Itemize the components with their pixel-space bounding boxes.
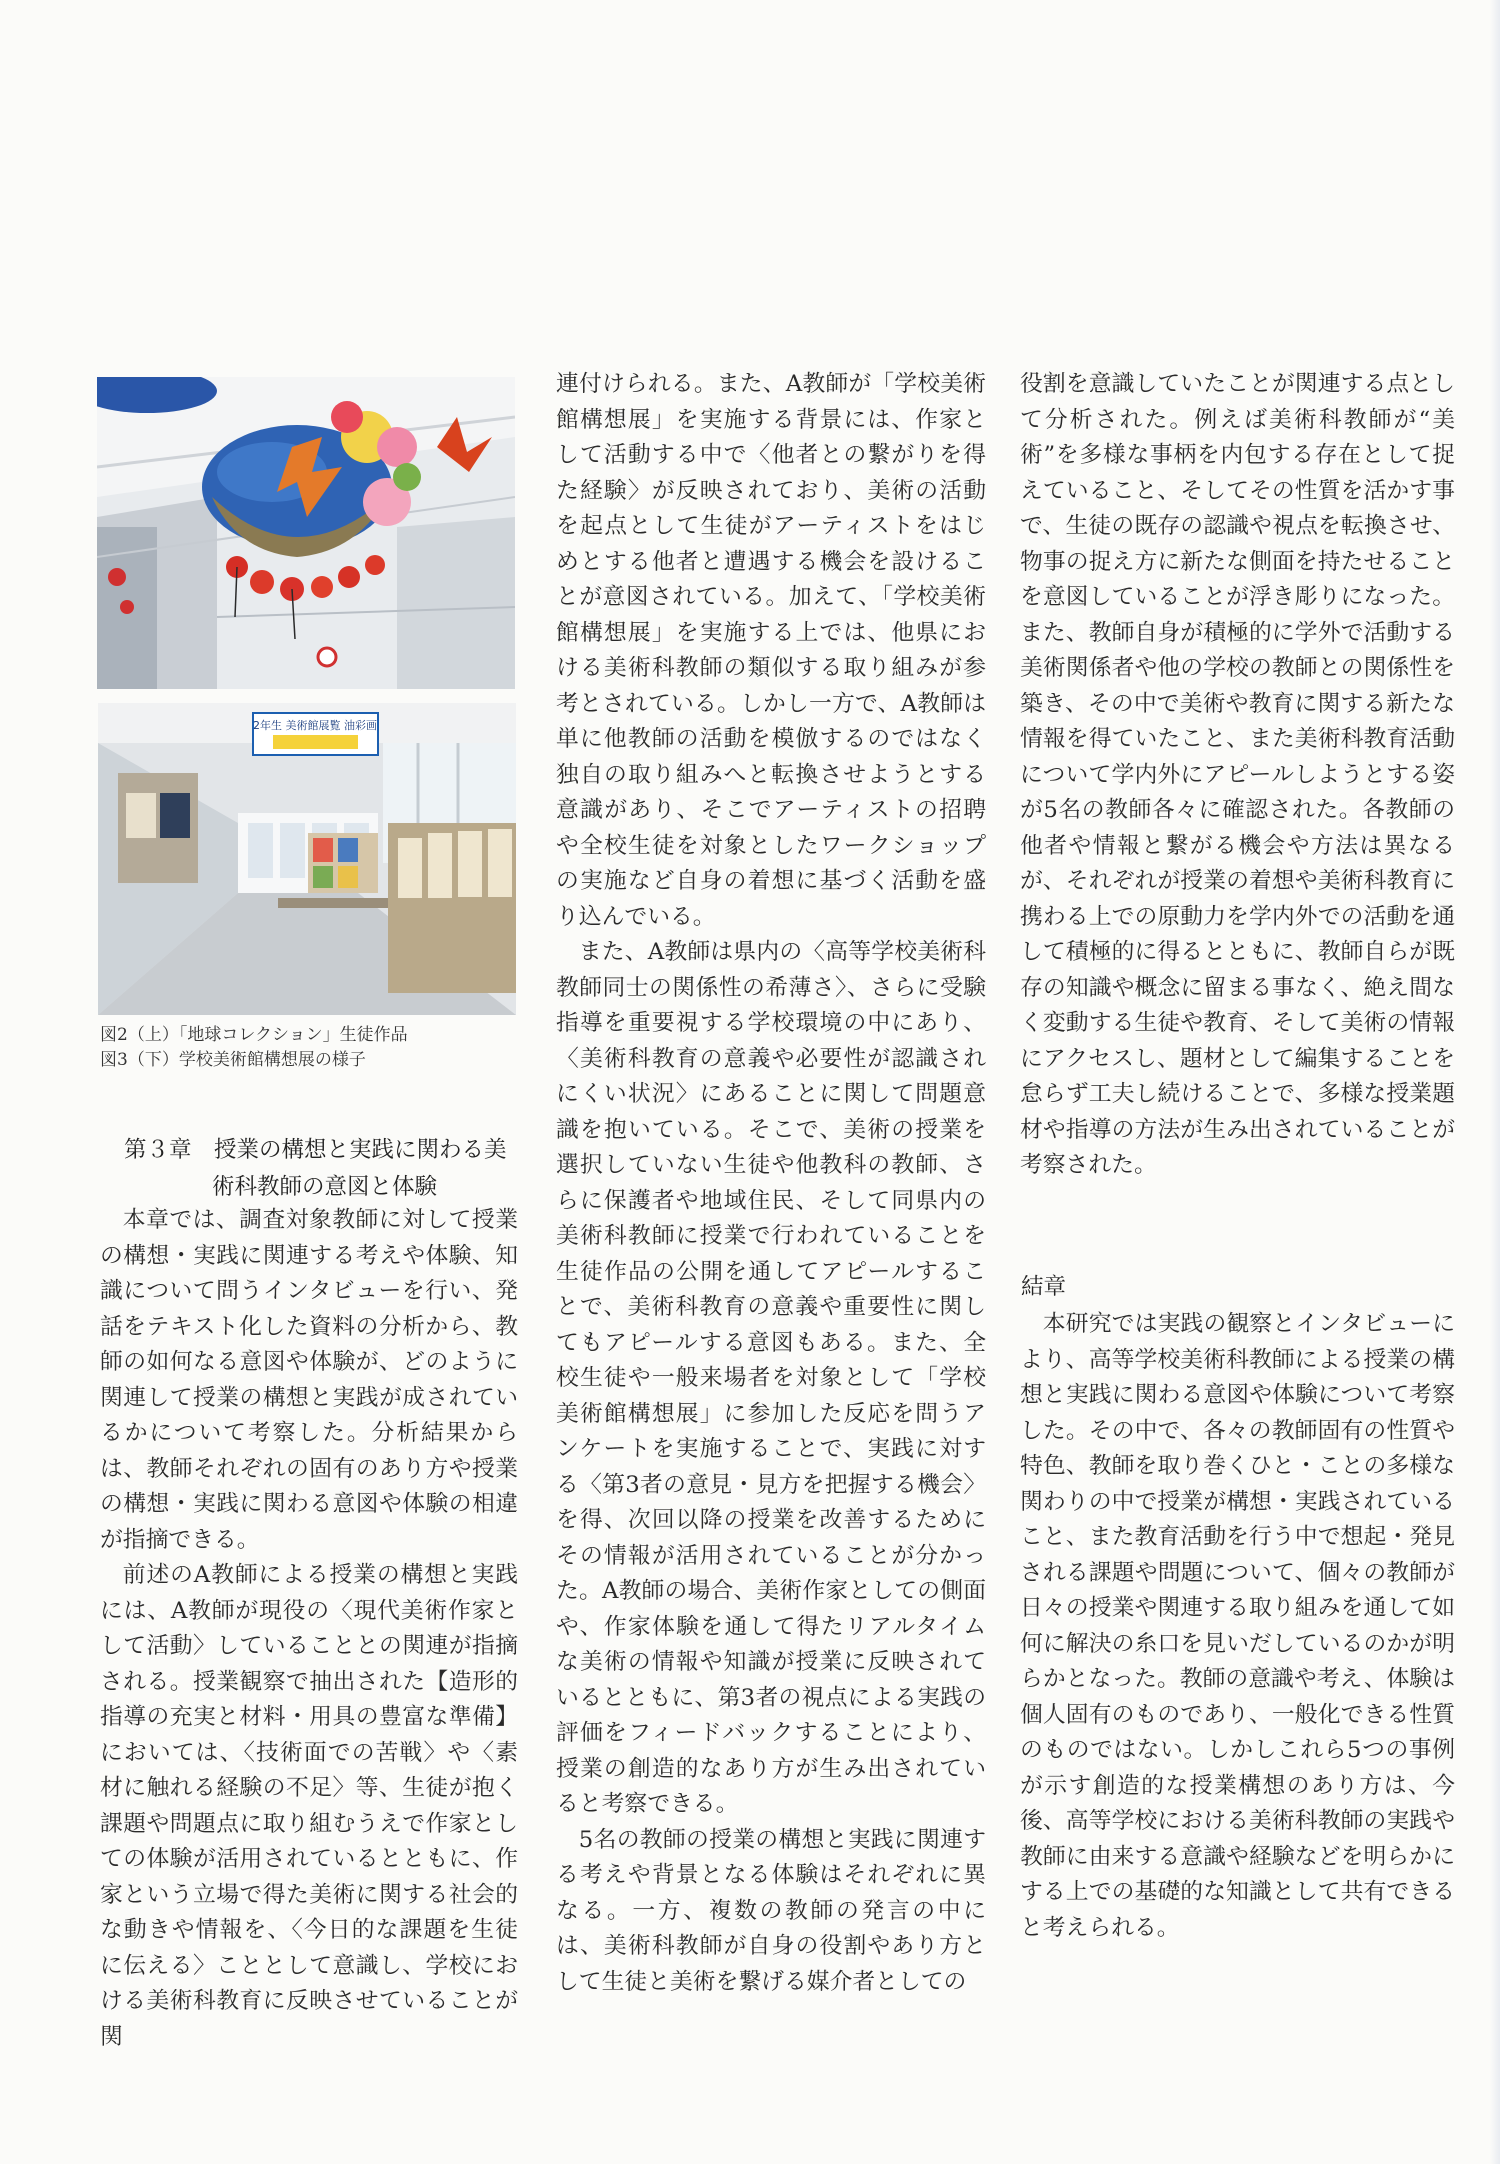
chapter-3-heading-line-2: 術科教師の意図と体験 xyxy=(212,1174,438,1200)
conclusion-text xyxy=(1020,1307,1455,1946)
conclusion-paragraph: 本研究では実践の観察とインタビューにより、高等学校美術科教師による授業の構想と実践に関わる意図や体験について考察した。その中で、各々の教師固有の性質や特色、教師を取り巻くひと・ことの多様な関わりの中で授業が構想・実践されていること、また教育活動を行う中で想起・発見される課題や問題について、個々の教師が日々の授業や関連する取り組みを通して如何に解決の糸口を見いだしているのかが明らかとなった。教師の意識や考え、体験は個人固有のものであり、一般化できる性質のものではない。しかしこれら5つの事例が示す創造的な授業構想のあり方は、今後、高等学校における美術科教師の実践や教師に由来する意識や経験などを明らかにする上での基礎的な知識として共有できると考えられる。 xyxy=(1020,1311,1455,1941)
figure-2-photo xyxy=(97,377,515,689)
chapter-3-paragraph-4: また、A教師は県内の〈高等学校美術科教師同士の関係性の希薄さ〉、さらに受験指導を重要視する学校環境の中にあり、〈美術科教育の意義や必要性が認識されにくい状況〉にあることに関して問題意識を抱いている。そこで、美術の授業を選択していない生徒や他教科の教師、さらに保護者や地域住民、そして同県内の美術科教師に授業で行われていることを生徒作品の公開を通してアピールすることで、美術科教育の意義や重要性に関してもアピールする意図もある。また、全校生徒や一般来場者を対象として「学校美術館構想展」に参加した反応を問うアンケートを実施することで、実践に対する〈第3者の意見・見方を把握する機会〉を得、次回以降の授業を改善するためにその情報が活用されていることが分かった。A教師の場合、美術作家としての側面や、作家体験を通して得たリアルタイムな美術の情報や知識が授業に反映されているとともに、第3者の視点による実践の評価をフィードバックすることにより、授業の創造的なあり方が生み出されていると考察できる。 xyxy=(556,939,986,1817)
left-column-text xyxy=(100,1203,518,2055)
chapter-3-paragraph-5: 5名の教師の授業の構想と実践に関連する考えや背景となる体験はそれぞれに異なる。一方、複数の教師の発言の中には、美術科教師が自身の役割やあり方として生徒と美術を繋げる媒介者としての xyxy=(556,1826,986,1995)
chapter-3-paragraph-3: 連付けられる。また、A教師が「学校美術館構想展」を実施する背景には、作家として活動する中で〈他者との繋がりを得た経験〉が反映されており、美術の活動を起点として生徒がアーティストをはじめとする他者と遭遇する機会を設けることが意図されている。加えて、「学校美術館構想展」を実施する上では、他県における美術科教師の類似する取り組みが参考とされている。しかし一方で、A教師は単に他教師の活動を模倣するのではなく独自の取り組みへと転換させようとする意識があり、そこでアーティストの招聘や全校生徒を対象としたワークショップの実施など自身の着想に基づく活動を盛り込んでいる。 xyxy=(556,371,986,930)
figure-captions xyxy=(100,1023,520,1073)
chapter-3-heading-line-1: 第３章 授業の構想と実践に関わる美 xyxy=(124,1137,507,1163)
chapter-3-paragraph-1: 本章では、調査対象教師に対して授業の構想・実践に関連する考えや体験、知識について問うインタビューを行い、発話をテキスト化した資料の分析から、教師の如何なる意図や体験が、どのように関連して授業の構想と実践が成されているかについて考察した。分析結果からは、教師それぞれの固有のあり方や授業の構想・実践に関わる意図や体験の相違が指摘できる。 xyxy=(100,1207,519,1553)
chapter-3-paragraph-6: 役割を意識していたことが関連する点として分析された。例えば美術科教師が“美術”を多様な事柄を内包する存在として捉えていること、そしてその性質を活かす事で、生徒の既存の認識や視点を転換させ、物事の捉え方に新たな側面を持たせることを意図していることが浮き彫りになった。また、教師自身が積極的に学外で活動する美術関係者や他の学校の教師との関係性を築き、その中で美術や教育に関する新たな情報を得ていたこと、また美術科教育活動について学内外にアピールしようとする姿が5名の教師各々に確認された。各教師の他者や情報と繋がる機会や方法は異なるが、それぞれが授業の着想や美術科教育に携わる上での原動力を学内外での活動を通して積極的に得るとともに、教師自らが既存の知識や概念に留まる事なく、絶え間なく変動する生徒や教育、そして美術の情報にアクセスし、題材として編集することを怠らず工夫し続けることで、多様な授業題材や指導の方法が生み出されていることが考察された。 xyxy=(1020,371,1455,1178)
right-column-text xyxy=(1020,367,1455,1184)
page-edge-shading xyxy=(1490,0,1500,2164)
figure-3-caption: 図3（下）学校美術館構想展の様子 xyxy=(100,1050,366,1070)
figure-3-sign-text: 2年生 美術館展覧 油彩画 xyxy=(253,719,377,732)
middle-column-text xyxy=(556,367,986,2000)
chapter-3-paragraph-2: 前述のA教師による授業の構想と実践には、A教師が現役の〈現代美術作家として活動〉していることとの関連が指摘される。授業観察で抽出された【造形的指導の充実と材料・用具の豊富な準備】においては、〈技術面での苦戦〉や〈素材に触れる経験の不足〉等、生徒が抱く課題や問題点に取り組むうえで作家としての体験が活用されているとともに、作家という立場で得た美術に関する社会的な動きや情報を、〈今日的な課題を生徒に伝える〉こととして意識し、学校における美術科教育に反映させていることが関 xyxy=(100,1562,518,2050)
chapter-3-heading xyxy=(124,1132,534,1206)
figure-2-caption: 図2（上）「地球コレクション」生徒作品 xyxy=(100,1025,408,1045)
figure-3-photo xyxy=(98,703,516,1015)
conclusion-heading: 結章 xyxy=(1021,1274,1067,1300)
